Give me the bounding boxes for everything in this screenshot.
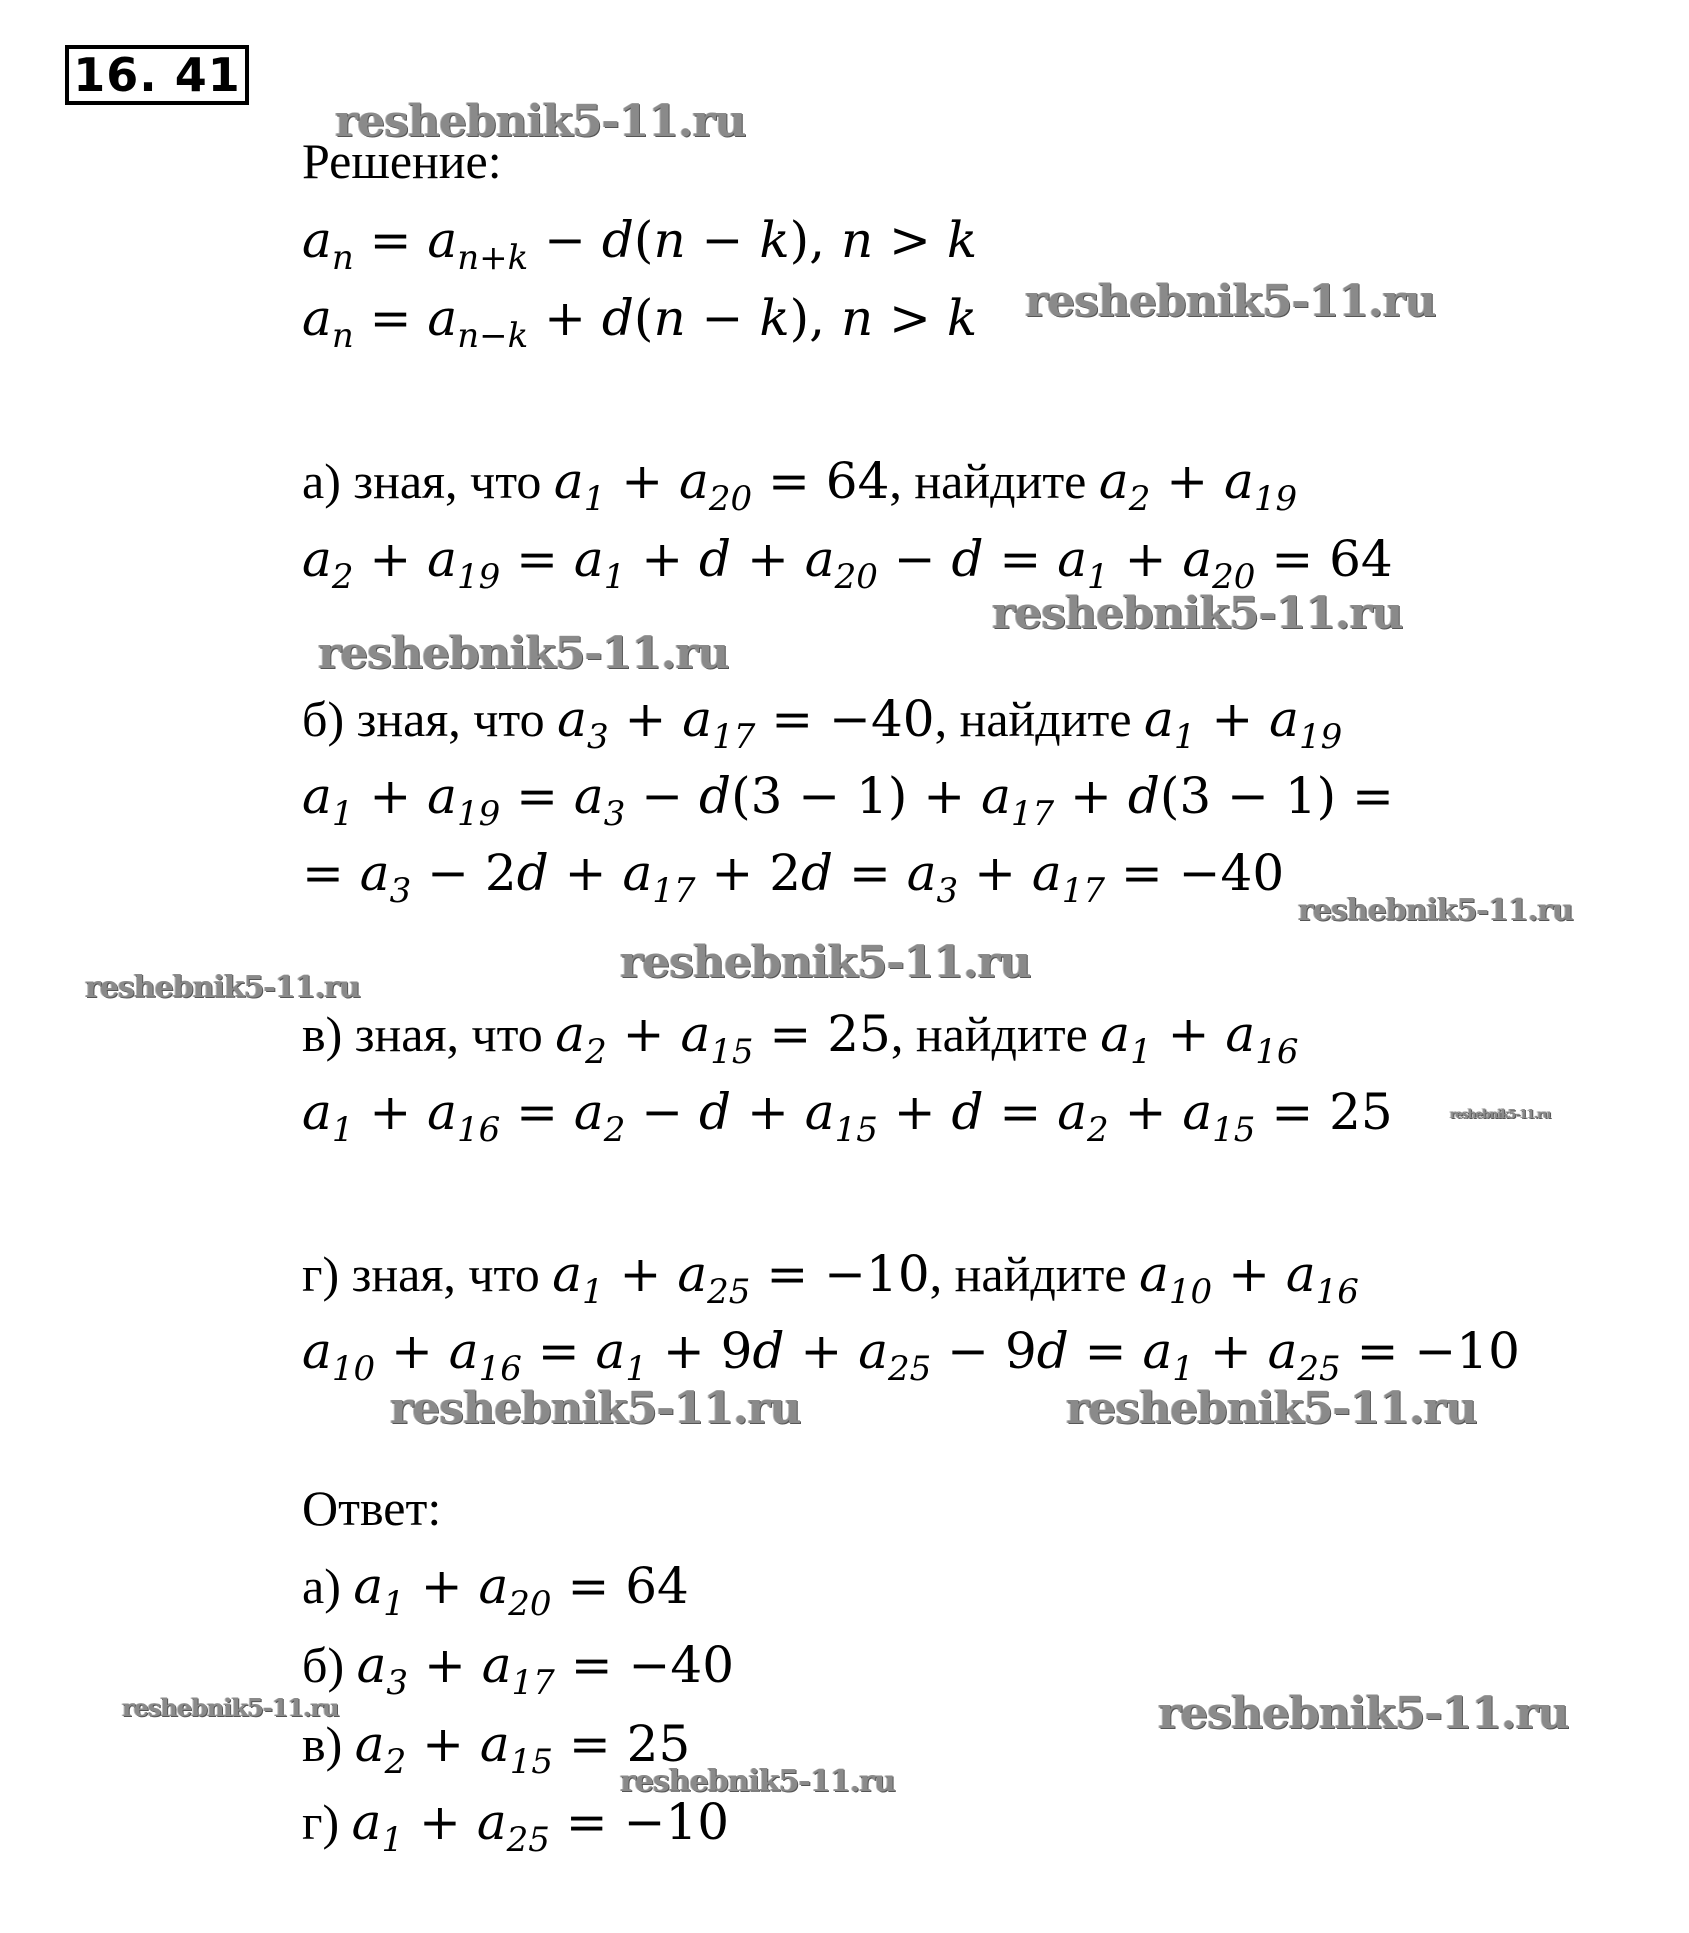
watermark: reshebnik5-11.ru xyxy=(85,970,360,1005)
answer-v: в) $a_2 + a_{15} = 25$ xyxy=(302,1715,691,1782)
watermark: reshebnik5-11.ru xyxy=(1158,1688,1569,1739)
answer-heading: Ответ: xyxy=(302,1480,442,1536)
part-b-statement: б) зная, что $a_3 + a_{17} = -40$, найдите $a_1 + a_{19}$ xyxy=(302,690,1343,757)
part-a-statement: а) зная, что $a_1 + a_{20} = 64$, найдите $a_2 + a_{19}$ xyxy=(302,452,1298,519)
part-b-solution-1: $a_1 + a_{19} = a_3 - d(3 - 1) + a_{17} + d(3 - 1)$ = xyxy=(302,767,1394,834)
part-a-solution: $a_2 + a_{19} = a_1 + d + a_{20} - d = a_1 + a_{20} = 64$ xyxy=(302,530,1393,597)
answer-g: г) $a_1 + a_{25} = -10$ xyxy=(302,1793,730,1860)
answer-b: б) $a_3 + a_{17} = -40$ xyxy=(302,1636,735,1703)
part-b-solution-2: = $a_3 - 2d + a_{17} + 2d = a_3 + a_{17} = -40$ xyxy=(302,844,1285,911)
formula-general-1: $a_n = a_{n+k} - d(n - k)$, n > k xyxy=(302,211,978,278)
part-g-solution: $a_{10} + a_{16} = a_1 + 9d + a_{25} - 9d = a_1 + a_{25} = -10$ xyxy=(302,1322,1520,1389)
part-v-solution: $a_1 + a_{16} = a_2 - d + a_{15} + d = a_2 + a_{15} = 25$ xyxy=(302,1083,1393,1150)
formula-general-2: $a_n = a_{n-k} + d(n - k)$, n > k xyxy=(302,289,978,356)
watermark: reshebnik5-11.ru xyxy=(335,96,746,147)
watermark: reshebnik5-11.ru xyxy=(1066,1383,1477,1434)
watermark: reshebnik5-11.ru xyxy=(1450,1107,1551,1121)
watermark: reshebnik5-11.ru xyxy=(1025,276,1436,327)
solution-heading: Решение: xyxy=(302,133,502,189)
watermark: reshebnik5-11.ru xyxy=(992,588,1403,639)
watermark: reshebnik5-11.ru xyxy=(390,1383,801,1434)
watermark: reshebnik5-11.ru xyxy=(122,1693,339,1722)
problem-number: 16. 41 xyxy=(65,45,249,105)
watermark: reshebnik5-11.ru xyxy=(620,937,1031,988)
watermark: reshebnik5-11.ru xyxy=(620,1764,895,1799)
watermark: reshebnik5-11.ru xyxy=(318,628,729,679)
part-g-statement: г) зная, что $a_1 + a_{25} = -10$, найдите $a_{10} + a_{16}$ xyxy=(302,1245,1359,1312)
watermark: reshebnik5-11.ru xyxy=(1298,893,1573,928)
part-v-statement: в) зная, что $a_2 + a_{15} = 25$, найдите $a_1 + a_{16}$ xyxy=(302,1005,1299,1072)
answer-a: а) $a_1 + a_{20} = 64$ xyxy=(302,1557,689,1624)
